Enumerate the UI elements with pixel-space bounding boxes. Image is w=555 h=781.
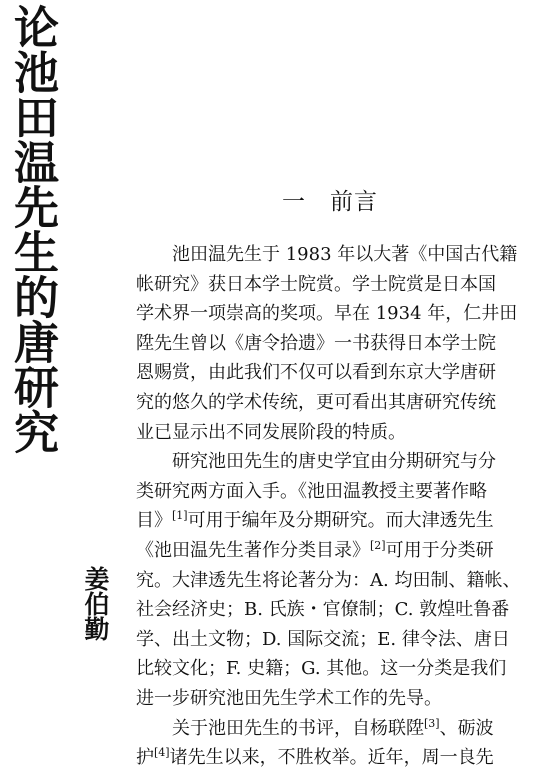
text-segment: 可用于编年及分期研究。而大津透先生: [187, 510, 494, 532]
text-segment: 究的悠久的学术传统，更可看出其唐研究传统: [136, 391, 496, 413]
text-line: [136, 684, 529, 714]
text-line: [136, 625, 529, 655]
text-segment: 学、出土文物；D. 国际交流；E. 律令法、唐日: [136, 628, 510, 650]
text-line: [136, 418, 529, 448]
text-line: [136, 358, 529, 388]
text-segment: 陞先生曾以《唐令拾遗》一书获得日本学士院: [136, 332, 496, 354]
footnote-ref: [2]: [370, 538, 386, 552]
section-heading: 一 前言: [282, 189, 378, 215]
text-line: [136, 743, 529, 773]
body-text: [136, 240, 529, 773]
text-segment: 护: [136, 747, 154, 769]
text-line: [136, 240, 529, 270]
footnote-ref: [4]: [154, 746, 170, 760]
text-segment: 进一步研究池田先生学术工作的先导。: [136, 687, 442, 709]
text-segment: 究。大津透先生将论著分为：A. 均田制、籍帐、: [136, 569, 521, 591]
text-segment: 研究池田先生的唐史学宜由分期研究与分: [172, 451, 496, 473]
text-segment: 目》: [136, 510, 172, 532]
text-segment: 业已显示出不同发展阶段的特质。: [136, 421, 406, 443]
text-line: [136, 595, 529, 625]
text-segment: 社会经济史；B. 氏族・官僚制；C. 敦煌吐鲁番: [136, 599, 510, 621]
text-line: [136, 477, 529, 507]
text-segment: 池田温先生于 1983 年以大著《中国古代籍: [172, 244, 518, 265]
text-segment: 帐研究》获日本学士院赏。学士院赏是日本国: [136, 273, 496, 295]
text-segment: 比较文化；F. 史籍；G. 其他。这一分类是我们: [136, 658, 507, 680]
footnote-ref: [3]: [424, 716, 440, 730]
text-segment: 、砺波: [439, 717, 494, 739]
text-line: [136, 536, 529, 566]
article-title: 论池田温先生的唐研究: [6, 4, 59, 454]
text-line: [136, 714, 529, 744]
footnote-ref: [1]: [172, 509, 188, 523]
text-segment: 学术界一项崇高的奖项。早在 1934 年，仁井田: [136, 303, 518, 325]
text-line: [136, 654, 529, 684]
text-line: [136, 506, 529, 536]
text-segment: 诸先生以来，不胜枚举。近年，周一良先: [169, 747, 494, 769]
text-line: [136, 388, 529, 418]
text-line: [136, 566, 529, 596]
text-line: [136, 270, 529, 300]
text-line: [136, 329, 529, 359]
text-segment: 可用于分类研: [385, 539, 494, 561]
text-segment: 《池田温先生著作分类目录》: [136, 539, 370, 561]
author-name: 姜伯勤: [81, 566, 110, 641]
text-segment: 类研究两方面入手。《池田温教授主要著作略: [136, 480, 487, 502]
text-line: [136, 447, 529, 477]
text-segment: 关于池田先生的书评，自杨联陞: [172, 717, 424, 739]
text-line: [136, 299, 529, 329]
text-segment: 恩赐赏，由此我们不仅可以看到东京大学唐研: [136, 362, 496, 384]
